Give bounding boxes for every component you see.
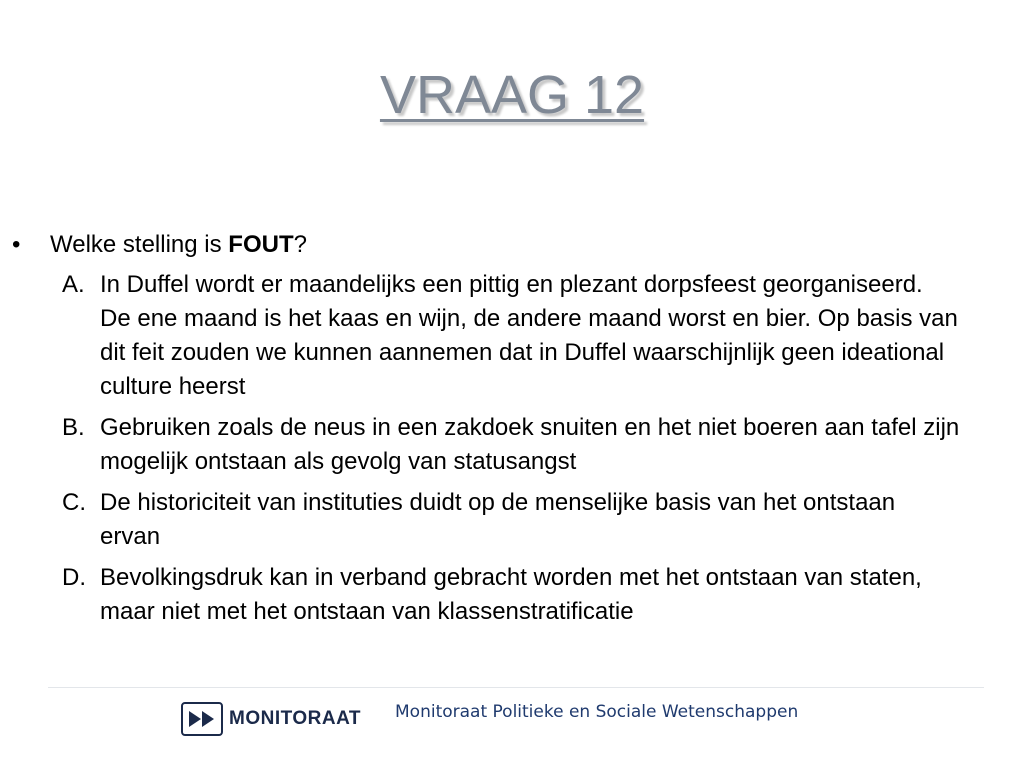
option-text: In Duffel wordt er maandelijks een pittig en plezant dorpsfeest georganiseerd. De ene maand is het kaas en wijn, de andere maand worst en bier. Op basis van dit feit zouden we kunnen aannemen dat in Duffel waarschijnlijk geen ideational culture heerst — [100, 271, 958, 400]
answer-options — [0, 268, 1000, 629]
footer-text: Monitoraat Politieke en Sociale Wetenschappen — [395, 702, 799, 722]
option-text: Gebruiken zoals de neus in een zakdoek snuiten en het niet boeren aan tafel zijn mogelijk ontstaan als gevolg van statusangst — [100, 414, 960, 475]
option-c — [0, 486, 1000, 554]
question-suffix: ? — [293, 231, 307, 258]
option-text: Bevolkingsdruk kan in verband gebracht worden met het ontstaan van staten, maar niet met het ontstaan van klassenstratificatie — [100, 564, 922, 625]
option-letter: A. — [62, 271, 85, 298]
option-a — [0, 268, 1000, 404]
logo-text: MONITORAAT — [229, 708, 362, 729]
option-d — [0, 561, 1000, 629]
option-letter: B. — [62, 414, 85, 441]
footer-divider — [48, 687, 984, 688]
monitoraat-logo — [181, 700, 361, 738]
slide-body — [0, 228, 1000, 636]
option-letter: D. — [62, 564, 86, 591]
option-b — [0, 411, 1000, 479]
slide-title: VRAAG 12 — [379, 65, 645, 125]
bullet-icon: • — [12, 231, 21, 258]
fast-forward-icon — [181, 702, 223, 736]
option-letter: C. — [62, 489, 86, 516]
question — [0, 228, 1000, 262]
option-text: De historiciteit van instituties duidt op de menselijke basis van het ontstaan ervan — [100, 489, 896, 550]
question-emphasis: FOUT — [228, 231, 294, 258]
question-prefix: Welke stelling is — [50, 231, 229, 258]
